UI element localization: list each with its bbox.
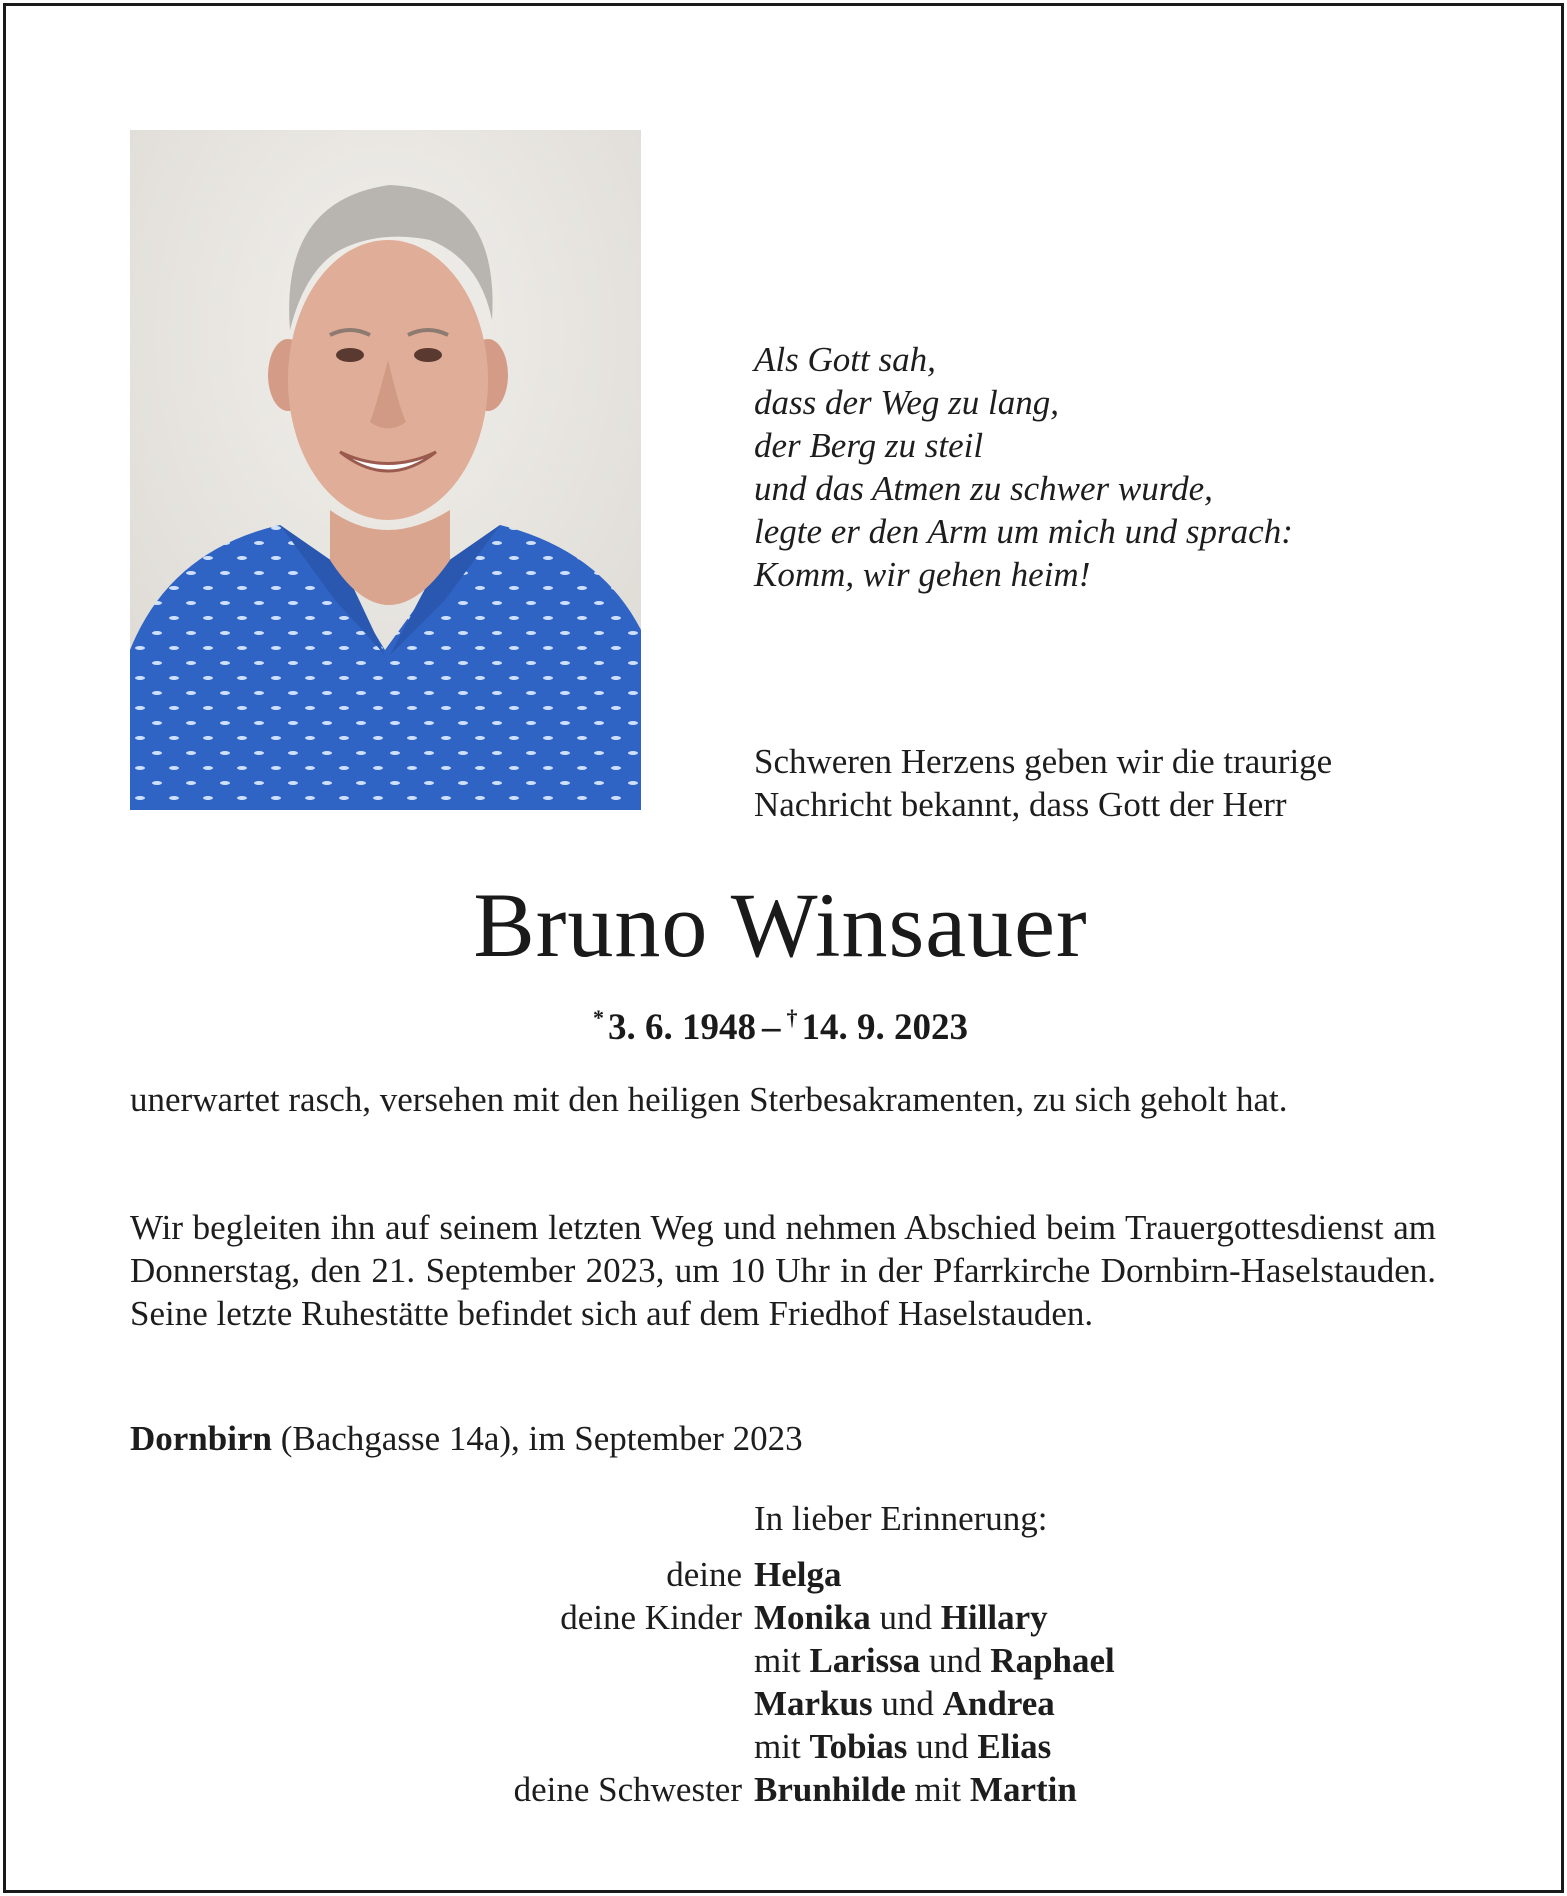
poem-line: Als Gott sah, bbox=[754, 340, 936, 379]
intro-line: Schweren Herzens geben wir die traurige bbox=[754, 742, 1333, 781]
poem-line: der Berg zu steil bbox=[754, 426, 984, 465]
birth-date: 3. 6. 1948 bbox=[608, 1007, 756, 1048]
family-name: Martin bbox=[969, 1770, 1077, 1809]
place-city: Dornbirn bbox=[130, 1419, 272, 1458]
connector: und bbox=[920, 1641, 991, 1680]
poem bbox=[754, 338, 1293, 596]
family-names bbox=[754, 1639, 1115, 1682]
family-name: Larissa bbox=[809, 1641, 921, 1680]
memory-heading: In lieber Erinnerung: bbox=[754, 1499, 1048, 1538]
life-dates bbox=[0, 996, 1561, 1050]
intro-line: Nachricht bekannt, dass Gott der Herr bbox=[754, 785, 1287, 824]
family-names bbox=[754, 1682, 1055, 1725]
connector: mit bbox=[754, 1641, 810, 1680]
family-names bbox=[754, 1725, 1051, 1768]
relation-label: deine Schwester bbox=[513, 1770, 742, 1809]
family-names bbox=[754, 1768, 1077, 1811]
connector: und bbox=[872, 1684, 943, 1723]
family-names bbox=[754, 1596, 1048, 1639]
date-separator: – bbox=[762, 1007, 781, 1048]
relation-label: deine bbox=[666, 1555, 742, 1594]
place-and-date bbox=[130, 1417, 803, 1460]
paragraph-funeral: Wir begleiten ihn auf seinem letzten Weg und nehmen Abschied beim Trauergottesdienst am Donnerstag, den 21. September 2023, um 10 Uhr in der Pfarrkirche Dornbirn-Haselstauden. Seine letzte Ruhestätte befindet sich auf dem Friedhof Haselstauden. bbox=[130, 1208, 1436, 1333]
family-name: Brunhilde bbox=[754, 1770, 906, 1809]
family-name: Monika bbox=[754, 1598, 871, 1637]
family-name: Tobias bbox=[809, 1727, 908, 1766]
connector: mit bbox=[905, 1770, 970, 1809]
poem-line: Komm, wir gehen heim! bbox=[754, 555, 1091, 594]
paragraph-passing: unerwartet rasch, versehen mit den heiligen Sterbesakramenten, zu sich geholt hat. bbox=[130, 1080, 1288, 1119]
connector: mit bbox=[754, 1727, 810, 1766]
poem-line: dass der Weg zu lang, bbox=[754, 383, 1059, 422]
portrait-photo bbox=[130, 130, 641, 810]
family-name: Andrea bbox=[942, 1684, 1055, 1723]
birth-symbol: * bbox=[593, 1005, 604, 1030]
poem-line: und das Atmen zu schwer wurde, bbox=[754, 469, 1213, 508]
family-name: Markus bbox=[754, 1684, 873, 1723]
poem-line: legte er den Arm um mich und sprach: bbox=[754, 512, 1293, 551]
deceased-name: Bruno Winsauer bbox=[473, 874, 1088, 976]
relation-label: deine Kinder bbox=[560, 1598, 742, 1637]
family-name: Raphael bbox=[990, 1641, 1115, 1680]
family-names bbox=[754, 1553, 841, 1596]
announcement-intro bbox=[754, 740, 1332, 826]
connector: und bbox=[870, 1598, 941, 1637]
place-details: (Bachgasse 14a), im September 2023 bbox=[271, 1419, 803, 1458]
family-name: Hillary bbox=[940, 1598, 1048, 1637]
connector: und bbox=[907, 1727, 978, 1766]
death-symbol: † bbox=[786, 1005, 798, 1030]
death-date: 14. 9. 2023 bbox=[801, 1007, 968, 1048]
family-name: Elias bbox=[977, 1727, 1052, 1766]
portrait-illustration bbox=[130, 130, 641, 810]
family-name: Helga bbox=[754, 1555, 842, 1594]
